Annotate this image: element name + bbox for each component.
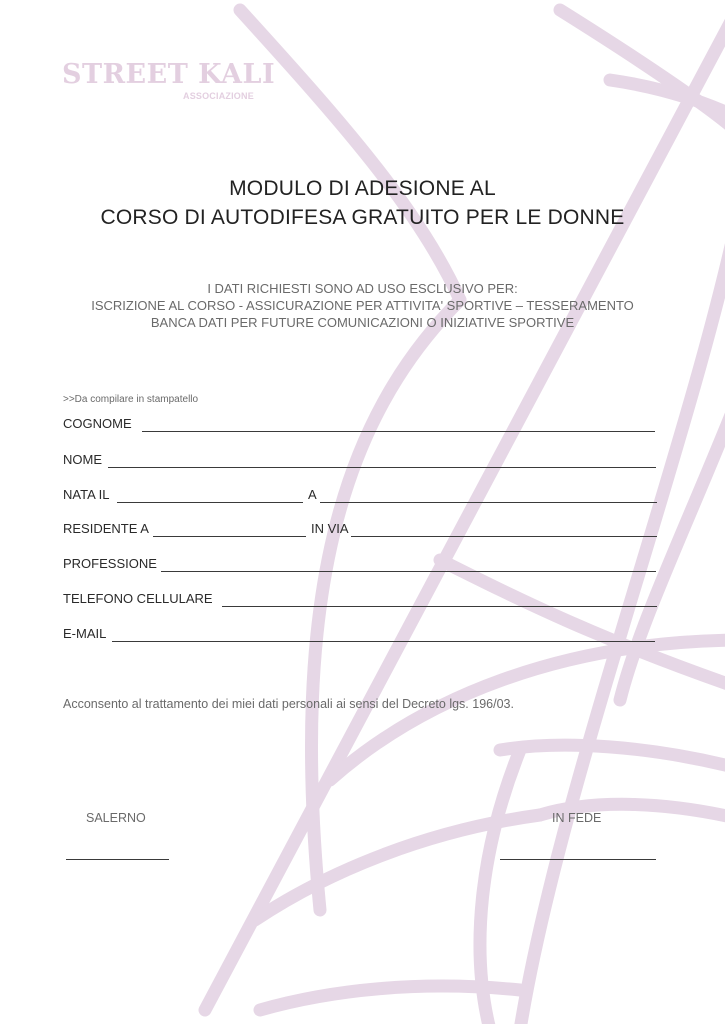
signature-line[interactable] [500, 859, 656, 860]
email-label: E-MAIL [63, 626, 107, 641]
in-via-input-line[interactable] [351, 536, 657, 537]
nata-a-input-line[interactable] [320, 502, 657, 503]
nata-a-label: A [308, 487, 317, 502]
field-residenza [63, 521, 657, 539]
title-line-1: MODULO DI ADESIONE AL [229, 177, 496, 200]
date-signature-line[interactable] [66, 859, 169, 860]
nata-il-input-line[interactable] [117, 502, 303, 503]
fill-in-hint: >>Da compilare in stampatello [63, 394, 199, 405]
email-input-line[interactable] [112, 641, 655, 642]
in-via-label: IN VIA [311, 521, 349, 536]
field-email [63, 626, 655, 644]
cognome-input-line[interactable] [142, 431, 655, 432]
privacy-notice [0, 280, 725, 331]
telefono-input-line[interactable] [222, 606, 657, 607]
place-label: SALERNO [86, 811, 146, 825]
field-nome [63, 452, 656, 470]
title-line-2: CORSO DI AUTODIFESA GRATUITO PER LE DONNE [100, 206, 625, 229]
page-title [0, 174, 725, 232]
logo-subtitle: ASSOCIAZIONE [183, 91, 254, 101]
logo-name: STREET KALI [62, 59, 276, 90]
field-professione [63, 556, 656, 574]
notice-line-3: BANCA DATI PER FUTURE COMUNICAZIONI O INIZIATIVE SPORTIVE [150, 315, 575, 330]
nome-label: NOME [63, 452, 102, 467]
telefono-label: TELEFONO CELLULARE [63, 591, 213, 606]
field-nata [63, 487, 657, 505]
residente-a-label: RESIDENTE A [63, 521, 149, 536]
field-telefono [63, 591, 657, 609]
professione-label: PROFESSIONE [63, 556, 157, 571]
in-fede-label: IN FEDE [552, 811, 602, 825]
privacy-consent-text: Acconsento al trattamento dei miei dati personali ai sensi del Decreto lgs. 196/03. [63, 697, 514, 711]
street-kali-logo [62, 59, 276, 101]
notice-line-1: I DATI RICHIESTI SONO AD USO ESCLUSIVO PER: [207, 281, 518, 296]
notice-line-2: ISCRIZIONE AL CORSO - ASSICURAZIONE PER ATTIVITA' SPORTIVE – TESSERAMENTO [91, 298, 634, 313]
nata-il-label: NATA IL [63, 487, 110, 502]
field-cognome [63, 416, 655, 434]
nome-input-line[interactable] [108, 467, 656, 468]
cognome-label: COGNOME [63, 416, 132, 431]
residente-a-input-line[interactable] [153, 536, 306, 537]
professione-input-line[interactable] [161, 571, 656, 572]
